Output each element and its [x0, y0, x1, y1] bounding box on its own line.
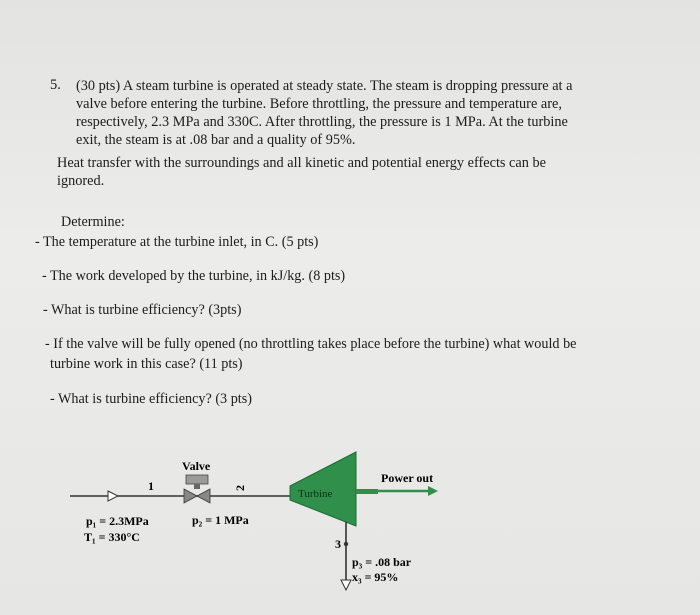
- note-line: ignored.: [57, 173, 105, 189]
- task-item-full-valve: - If the valve will be fully opened (no throttling takes place before the turbine) what would be: [45, 336, 577, 352]
- state2-label: 2: [233, 485, 247, 491]
- task-item-full-valve-cont: turbine work in this case? (11 pts): [50, 356, 243, 372]
- power-out-label: Power out: [381, 471, 434, 485]
- note-line: Heat transfer with the surroundings and all kinetic and potential energy effects can be: [57, 155, 546, 171]
- state3-label: 3: [335, 537, 341, 551]
- exhaust-arrow-icon: [341, 580, 351, 590]
- shaft: [356, 489, 378, 494]
- power-arrow-icon: [428, 486, 438, 496]
- p3-label: p₃ = .08 bar: [352, 555, 412, 569]
- flow-arrow-icon: [108, 491, 118, 501]
- question-line: valve before entering the turbine. Before throttling, the pressure and temperature are,: [76, 96, 562, 112]
- t1-label: T₁ = 330°C: [84, 530, 140, 544]
- state3-marker: [344, 542, 348, 546]
- valve-icon: [184, 475, 210, 503]
- question-line: exit, the steam is at .08 bar and a quality of 95%.: [76, 132, 356, 148]
- task-item-efficiency: - What is turbine efficiency? (3pts): [43, 302, 242, 318]
- valve-label: Valve: [182, 459, 211, 473]
- p2-label: p₂ = 1 MPa: [192, 513, 249, 527]
- state1-label: 1: [148, 479, 154, 493]
- task-item-work: - The work developed by the turbine, in kJ/kg. (8 pts): [42, 268, 346, 284]
- determine-heading: Determine:: [61, 214, 125, 230]
- p1-label: p₁ = 2.3MPa: [86, 514, 149, 528]
- turbine-label: Turbine: [298, 488, 333, 500]
- x3-label: x₃ = 95%: [352, 570, 399, 584]
- question-line: respectively, 2.3 MPa and 330C. After throttling, the pressure is 1 MPa. At the turbine: [76, 114, 568, 130]
- task-item-efficiency-2: - What is turbine efficiency? (3 pts): [50, 391, 252, 407]
- question-line: (30 pts) A steam turbine is operated at steady state. The steam is dropping pressure at a: [76, 78, 573, 94]
- question-number: 5.: [50, 77, 61, 93]
- task-item-temperature: - The temperature at the turbine inlet, in C. (5 pts): [35, 234, 319, 250]
